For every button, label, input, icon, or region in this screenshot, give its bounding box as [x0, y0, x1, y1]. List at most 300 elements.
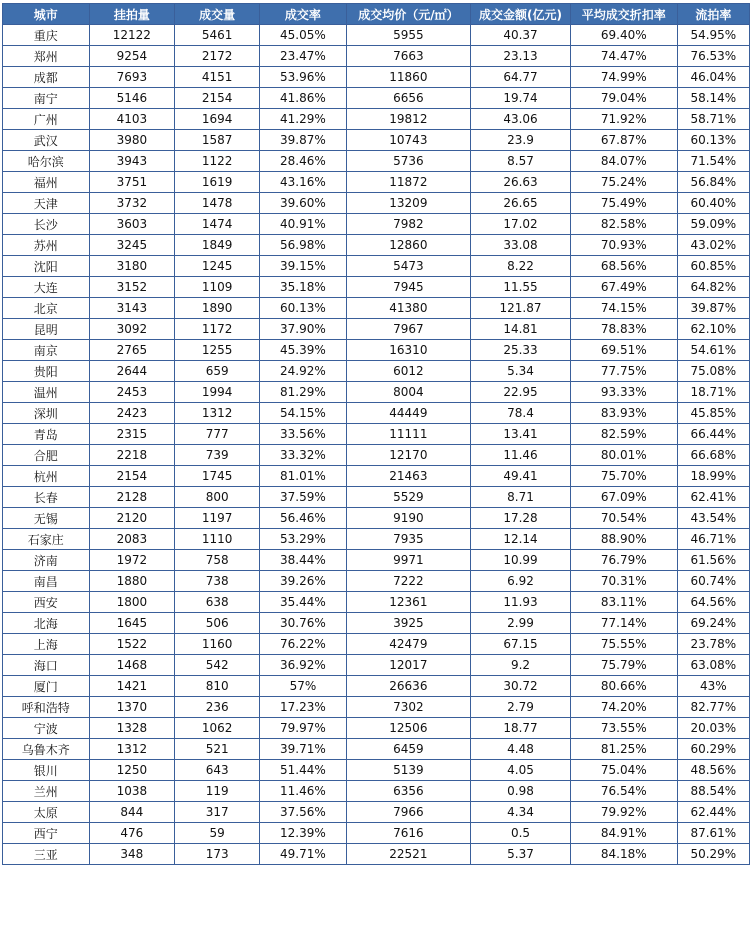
cell-listings: 2453 [89, 382, 174, 403]
cell-deal-rate: 43.16% [260, 172, 346, 193]
cell-deals: 800 [175, 487, 260, 508]
cell-avg-price: 12506 [346, 718, 471, 739]
cell-deal-rate: 37.56% [260, 802, 346, 823]
table-row [3, 340, 750, 361]
cell-avg-discount: 74.47% [570, 46, 677, 67]
cell-avg-price: 6656 [346, 88, 471, 109]
cell-city: 成都 [3, 67, 90, 88]
cell-deal-rate: 39.87% [260, 130, 346, 151]
table-row [3, 802, 750, 823]
cell-city: 宁波 [3, 718, 90, 739]
cell-city: 福州 [3, 172, 90, 193]
cell-avg-discount: 82.58% [570, 214, 677, 235]
cell-fail-rate: 18.99% [677, 466, 749, 487]
cell-avg-price: 19812 [346, 109, 471, 130]
table-row [3, 298, 750, 319]
cell-deals: 659 [175, 361, 260, 382]
cell-fail-rate: 62.10% [677, 319, 749, 340]
cell-listings: 3152 [89, 277, 174, 298]
cell-deal-rate: 30.76% [260, 613, 346, 634]
cell-city: 深圳 [3, 403, 90, 424]
cell-deal-amount: 8.57 [471, 151, 571, 172]
cell-city: 南昌 [3, 571, 90, 592]
table-row [3, 403, 750, 424]
cell-deal-amount: 12.14 [471, 529, 571, 550]
cell-avg-discount: 84.91% [570, 823, 677, 844]
cell-avg-discount: 75.55% [570, 634, 677, 655]
cell-deal-amount: 78.4 [471, 403, 571, 424]
table-row [3, 676, 750, 697]
cell-deal-rate: 11.46% [260, 781, 346, 802]
table-row [3, 844, 750, 865]
cell-deals: 542 [175, 655, 260, 676]
cell-listings: 1972 [89, 550, 174, 571]
table-row [3, 67, 750, 88]
cell-listings: 2765 [89, 340, 174, 361]
cell-deal-amount: 4.34 [471, 802, 571, 823]
cell-fail-rate: 58.71% [677, 109, 749, 130]
header-fail-rate: 流拍率 [677, 4, 749, 25]
cell-city: 南宁 [3, 88, 90, 109]
cell-fail-rate: 54.95% [677, 25, 749, 46]
cell-fail-rate: 39.87% [677, 298, 749, 319]
cell-city: 无锡 [3, 508, 90, 529]
cell-listings: 3245 [89, 235, 174, 256]
cell-avg-price: 8004 [346, 382, 471, 403]
cell-city: 重庆 [3, 25, 90, 46]
cell-avg-price: 11860 [346, 67, 471, 88]
cell-fail-rate: 60.40% [677, 193, 749, 214]
cell-avg-price: 41380 [346, 298, 471, 319]
cell-deal-rate: 41.29% [260, 109, 346, 130]
cell-fail-rate: 43.02% [677, 235, 749, 256]
cell-fail-rate: 54.61% [677, 340, 749, 361]
cell-deal-rate: 56.98% [260, 235, 346, 256]
cell-deals: 758 [175, 550, 260, 571]
cell-listings: 2423 [89, 403, 174, 424]
cell-city: 济南 [3, 550, 90, 571]
cell-avg-price: 7616 [346, 823, 471, 844]
cell-deal-amount: 0.98 [471, 781, 571, 802]
cell-listings: 476 [89, 823, 174, 844]
cell-fail-rate: 50.29% [677, 844, 749, 865]
cell-deals: 1197 [175, 508, 260, 529]
cell-deal-amount: 2.79 [471, 697, 571, 718]
cell-avg-price: 7302 [346, 697, 471, 718]
cell-avg-price: 6012 [346, 361, 471, 382]
cell-fail-rate: 62.41% [677, 487, 749, 508]
table-row [3, 613, 750, 634]
cell-fail-rate: 60.13% [677, 130, 749, 151]
cell-listings: 5146 [89, 88, 174, 109]
table-row [3, 739, 750, 760]
header-deal-rate: 成交率 [260, 4, 346, 25]
cell-avg-discount: 77.75% [570, 361, 677, 382]
cell-deal-rate: 45.05% [260, 25, 346, 46]
cell-avg-discount: 75.70% [570, 466, 677, 487]
cell-listings: 1645 [89, 613, 174, 634]
cell-deals: 4151 [175, 67, 260, 88]
cell-avg-price: 44449 [346, 403, 471, 424]
cell-fail-rate: 43.54% [677, 508, 749, 529]
cell-deal-rate: 17.23% [260, 697, 346, 718]
cell-avg-discount: 80.01% [570, 445, 677, 466]
cell-fail-rate: 76.53% [677, 46, 749, 67]
cell-listings: 3751 [89, 172, 174, 193]
cell-avg-discount: 69.51% [570, 340, 677, 361]
cell-deal-amount: 5.34 [471, 361, 571, 382]
cell-deals: 1587 [175, 130, 260, 151]
table-row [3, 256, 750, 277]
cell-deals: 1160 [175, 634, 260, 655]
table-row [3, 319, 750, 340]
cell-deal-rate: 79.97% [260, 718, 346, 739]
cell-listings: 3732 [89, 193, 174, 214]
cell-city: 杭州 [3, 466, 90, 487]
cell-avg-price: 13209 [346, 193, 471, 214]
cell-listings: 1468 [89, 655, 174, 676]
cell-deal-rate: 33.56% [260, 424, 346, 445]
cell-fail-rate: 64.82% [677, 277, 749, 298]
cell-deal-rate: 45.39% [260, 340, 346, 361]
cell-listings: 1421 [89, 676, 174, 697]
cell-fail-rate: 45.85% [677, 403, 749, 424]
cell-avg-discount: 67.49% [570, 277, 677, 298]
cell-avg-price: 12860 [346, 235, 471, 256]
table-row [3, 151, 750, 172]
table-row [3, 130, 750, 151]
cell-deal-rate: 12.39% [260, 823, 346, 844]
cell-city: 海口 [3, 655, 90, 676]
cell-avg-price: 6459 [346, 739, 471, 760]
cell-deal-rate: 54.15% [260, 403, 346, 424]
table-row [3, 277, 750, 298]
cell-deal-amount: 121.87 [471, 298, 571, 319]
cell-avg-discount: 84.07% [570, 151, 677, 172]
cell-deal-amount: 64.77 [471, 67, 571, 88]
cell-avg-price: 5473 [346, 256, 471, 277]
cell-listings: 7693 [89, 67, 174, 88]
cell-avg-discount: 67.09% [570, 487, 677, 508]
cell-deal-amount: 9.2 [471, 655, 571, 676]
cell-listings: 2315 [89, 424, 174, 445]
cell-avg-price: 26636 [346, 676, 471, 697]
cell-avg-price: 5529 [346, 487, 471, 508]
cell-deals: 1478 [175, 193, 260, 214]
table-row [3, 697, 750, 718]
cell-fail-rate: 62.44% [677, 802, 749, 823]
cell-avg-discount: 77.14% [570, 613, 677, 634]
cell-fail-rate: 20.03% [677, 718, 749, 739]
cell-city: 温州 [3, 382, 90, 403]
cell-avg-price: 12361 [346, 592, 471, 613]
cell-deal-amount: 23.9 [471, 130, 571, 151]
cell-city: 长沙 [3, 214, 90, 235]
cell-avg-price: 5736 [346, 151, 471, 172]
cell-city: 厦门 [3, 676, 90, 697]
cell-city: 南京 [3, 340, 90, 361]
cell-deal-rate: 40.91% [260, 214, 346, 235]
cell-fail-rate: 56.84% [677, 172, 749, 193]
cell-deal-amount: 19.74 [471, 88, 571, 109]
cell-avg-discount: 71.92% [570, 109, 677, 130]
cell-deal-amount: 25.33 [471, 340, 571, 361]
cell-avg-price: 7222 [346, 571, 471, 592]
cell-deal-amount: 4.05 [471, 760, 571, 781]
table-row [3, 781, 750, 802]
cell-listings: 12122 [89, 25, 174, 46]
cell-deal-amount: 0.5 [471, 823, 571, 844]
cell-deal-amount: 14.81 [471, 319, 571, 340]
cell-avg-price: 9190 [346, 508, 471, 529]
cell-deal-rate: 81.29% [260, 382, 346, 403]
cell-fail-rate: 60.29% [677, 739, 749, 760]
cell-deal-amount: 11.93 [471, 592, 571, 613]
cell-listings: 3943 [89, 151, 174, 172]
cell-listings: 2128 [89, 487, 174, 508]
cell-deal-amount: 30.72 [471, 676, 571, 697]
cell-avg-discount: 75.04% [570, 760, 677, 781]
cell-city: 哈尔滨 [3, 151, 90, 172]
cell-fail-rate: 46.04% [677, 67, 749, 88]
cell-fail-rate: 82.77% [677, 697, 749, 718]
cell-avg-price: 6356 [346, 781, 471, 802]
cell-deal-rate: 49.71% [260, 844, 346, 865]
cell-deal-amount: 5.37 [471, 844, 571, 865]
cell-fail-rate: 87.61% [677, 823, 749, 844]
cell-deals: 739 [175, 445, 260, 466]
table-row [3, 109, 750, 130]
cell-avg-discount: 69.40% [570, 25, 677, 46]
cell-city: 乌鲁木齐 [3, 739, 90, 760]
cell-listings: 9254 [89, 46, 174, 67]
cell-avg-price: 7967 [346, 319, 471, 340]
cell-deal-amount: 11.55 [471, 277, 571, 298]
cell-city: 武汉 [3, 130, 90, 151]
cell-deal-rate: 35.44% [260, 592, 346, 613]
cell-deal-amount: 10.99 [471, 550, 571, 571]
cell-listings: 1312 [89, 739, 174, 760]
cell-city: 三亚 [3, 844, 90, 865]
cell-deal-amount: 23.13 [471, 46, 571, 67]
table-row [3, 88, 750, 109]
cell-avg-discount: 76.54% [570, 781, 677, 802]
cell-deal-amount: 8.71 [471, 487, 571, 508]
cell-deals: 1849 [175, 235, 260, 256]
cell-deal-rate: 56.46% [260, 508, 346, 529]
cell-fail-rate: 58.14% [677, 88, 749, 109]
cell-listings: 1250 [89, 760, 174, 781]
cell-listings: 1880 [89, 571, 174, 592]
cell-deals: 1255 [175, 340, 260, 361]
table-row [3, 424, 750, 445]
cell-fail-rate: 69.24% [677, 613, 749, 634]
cell-avg-price: 5139 [346, 760, 471, 781]
cell-fail-rate: 71.54% [677, 151, 749, 172]
cell-city: 广州 [3, 109, 90, 130]
cell-avg-discount: 88.90% [570, 529, 677, 550]
data-table-container [2, 3, 750, 865]
table-row [3, 508, 750, 529]
header-city: 城市 [3, 4, 90, 25]
cell-deal-rate: 28.46% [260, 151, 346, 172]
cell-city: 青岛 [3, 424, 90, 445]
cell-avg-discount: 67.87% [570, 130, 677, 151]
cell-avg-discount: 74.15% [570, 298, 677, 319]
table-row [3, 382, 750, 403]
cell-deal-amount: 18.77 [471, 718, 571, 739]
cell-listings: 3980 [89, 130, 174, 151]
table-row [3, 445, 750, 466]
cell-deal-rate: 76.22% [260, 634, 346, 655]
cell-deals: 5461 [175, 25, 260, 46]
cell-deal-amount: 40.37 [471, 25, 571, 46]
cell-city: 沈阳 [3, 256, 90, 277]
cell-avg-price: 16310 [346, 340, 471, 361]
cell-deal-amount: 4.48 [471, 739, 571, 760]
cell-avg-price: 7966 [346, 802, 471, 823]
cell-deals: 1172 [175, 319, 260, 340]
cell-fail-rate: 59.09% [677, 214, 749, 235]
table-row [3, 214, 750, 235]
cell-deal-rate: 38.44% [260, 550, 346, 571]
cell-avg-discount: 75.24% [570, 172, 677, 193]
cell-city: 上海 [3, 634, 90, 655]
cell-avg-discount: 82.59% [570, 424, 677, 445]
header-avg-price: 成交均价（元/㎡） [346, 4, 471, 25]
cell-avg-price: 5955 [346, 25, 471, 46]
cell-fail-rate: 75.08% [677, 361, 749, 382]
table-row [3, 46, 750, 67]
cell-deals: 1994 [175, 382, 260, 403]
table-body [3, 25, 750, 865]
cell-deal-rate: 36.92% [260, 655, 346, 676]
cell-avg-discount: 80.66% [570, 676, 677, 697]
cell-fail-rate: 23.78% [677, 634, 749, 655]
cell-listings: 2120 [89, 508, 174, 529]
cell-deal-amount: 13.41 [471, 424, 571, 445]
cell-deal-amount: 2.99 [471, 613, 571, 634]
cell-avg-price: 7935 [346, 529, 471, 550]
cell-avg-price: 21463 [346, 466, 471, 487]
cell-deal-rate: 81.01% [260, 466, 346, 487]
header-row [3, 4, 750, 25]
header-deal-amount: 成交金额(亿元) [471, 4, 571, 25]
cell-deals: 521 [175, 739, 260, 760]
cell-avg-price: 42479 [346, 634, 471, 655]
cell-deals: 317 [175, 802, 260, 823]
cell-deals: 1122 [175, 151, 260, 172]
city-auction-table [2, 3, 750, 865]
cell-city: 兰州 [3, 781, 90, 802]
cell-deal-rate: 53.29% [260, 529, 346, 550]
cell-listings: 3092 [89, 319, 174, 340]
cell-deal-amount: 17.02 [471, 214, 571, 235]
cell-deal-amount: 17.28 [471, 508, 571, 529]
cell-listings: 3180 [89, 256, 174, 277]
cell-avg-discount: 75.49% [570, 193, 677, 214]
cell-city: 郑州 [3, 46, 90, 67]
table-row [3, 760, 750, 781]
cell-fail-rate: 88.54% [677, 781, 749, 802]
cell-avg-discount: 68.56% [570, 256, 677, 277]
table-row [3, 550, 750, 571]
cell-fail-rate: 61.56% [677, 550, 749, 571]
cell-deal-rate: 37.90% [260, 319, 346, 340]
cell-deal-amount: 26.65 [471, 193, 571, 214]
cell-city: 昆明 [3, 319, 90, 340]
cell-deal-rate: 35.18% [260, 277, 346, 298]
table-row [3, 193, 750, 214]
cell-avg-price: 9971 [346, 550, 471, 571]
header-deals: 成交量 [175, 4, 260, 25]
cell-deal-amount: 22.95 [471, 382, 571, 403]
cell-city: 石家庄 [3, 529, 90, 550]
cell-deals: 1745 [175, 466, 260, 487]
cell-avg-price: 7945 [346, 277, 471, 298]
cell-listings: 348 [89, 844, 174, 865]
cell-city: 西安 [3, 592, 90, 613]
cell-deal-rate: 37.59% [260, 487, 346, 508]
cell-city: 西宁 [3, 823, 90, 844]
table-row [3, 634, 750, 655]
cell-avg-discount: 70.93% [570, 235, 677, 256]
table-row [3, 655, 750, 676]
cell-avg-discount: 70.31% [570, 571, 677, 592]
cell-city: 苏州 [3, 235, 90, 256]
cell-listings: 2644 [89, 361, 174, 382]
cell-deals: 236 [175, 697, 260, 718]
cell-deal-rate: 39.60% [260, 193, 346, 214]
cell-deals: 506 [175, 613, 260, 634]
table-row [3, 235, 750, 256]
cell-deal-rate: 24.92% [260, 361, 346, 382]
cell-deals: 738 [175, 571, 260, 592]
cell-listings: 844 [89, 802, 174, 823]
cell-listings: 2154 [89, 466, 174, 487]
cell-deals: 1109 [175, 277, 260, 298]
table-row [3, 592, 750, 613]
cell-avg-discount: 78.83% [570, 319, 677, 340]
cell-deals: 1110 [175, 529, 260, 550]
table-row [3, 466, 750, 487]
cell-deals: 1474 [175, 214, 260, 235]
cell-avg-discount: 84.18% [570, 844, 677, 865]
cell-city: 北京 [3, 298, 90, 319]
cell-listings: 1800 [89, 592, 174, 613]
cell-listings: 3143 [89, 298, 174, 319]
cell-fail-rate: 66.68% [677, 445, 749, 466]
cell-deals: 777 [175, 424, 260, 445]
cell-deal-amount: 67.15 [471, 634, 571, 655]
cell-deal-rate: 39.71% [260, 739, 346, 760]
cell-avg-price: 22521 [346, 844, 471, 865]
cell-city: 大连 [3, 277, 90, 298]
cell-avg-discount: 76.79% [570, 550, 677, 571]
cell-avg-price: 11872 [346, 172, 471, 193]
header-listings: 挂拍量 [89, 4, 174, 25]
cell-deals: 2172 [175, 46, 260, 67]
table-row [3, 571, 750, 592]
cell-city: 银川 [3, 760, 90, 781]
cell-listings: 4103 [89, 109, 174, 130]
cell-deal-amount: 43.06 [471, 109, 571, 130]
cell-avg-discount: 83.11% [570, 592, 677, 613]
cell-city: 天津 [3, 193, 90, 214]
cell-deal-amount: 8.22 [471, 256, 571, 277]
cell-city: 长春 [3, 487, 90, 508]
cell-fail-rate: 64.56% [677, 592, 749, 613]
